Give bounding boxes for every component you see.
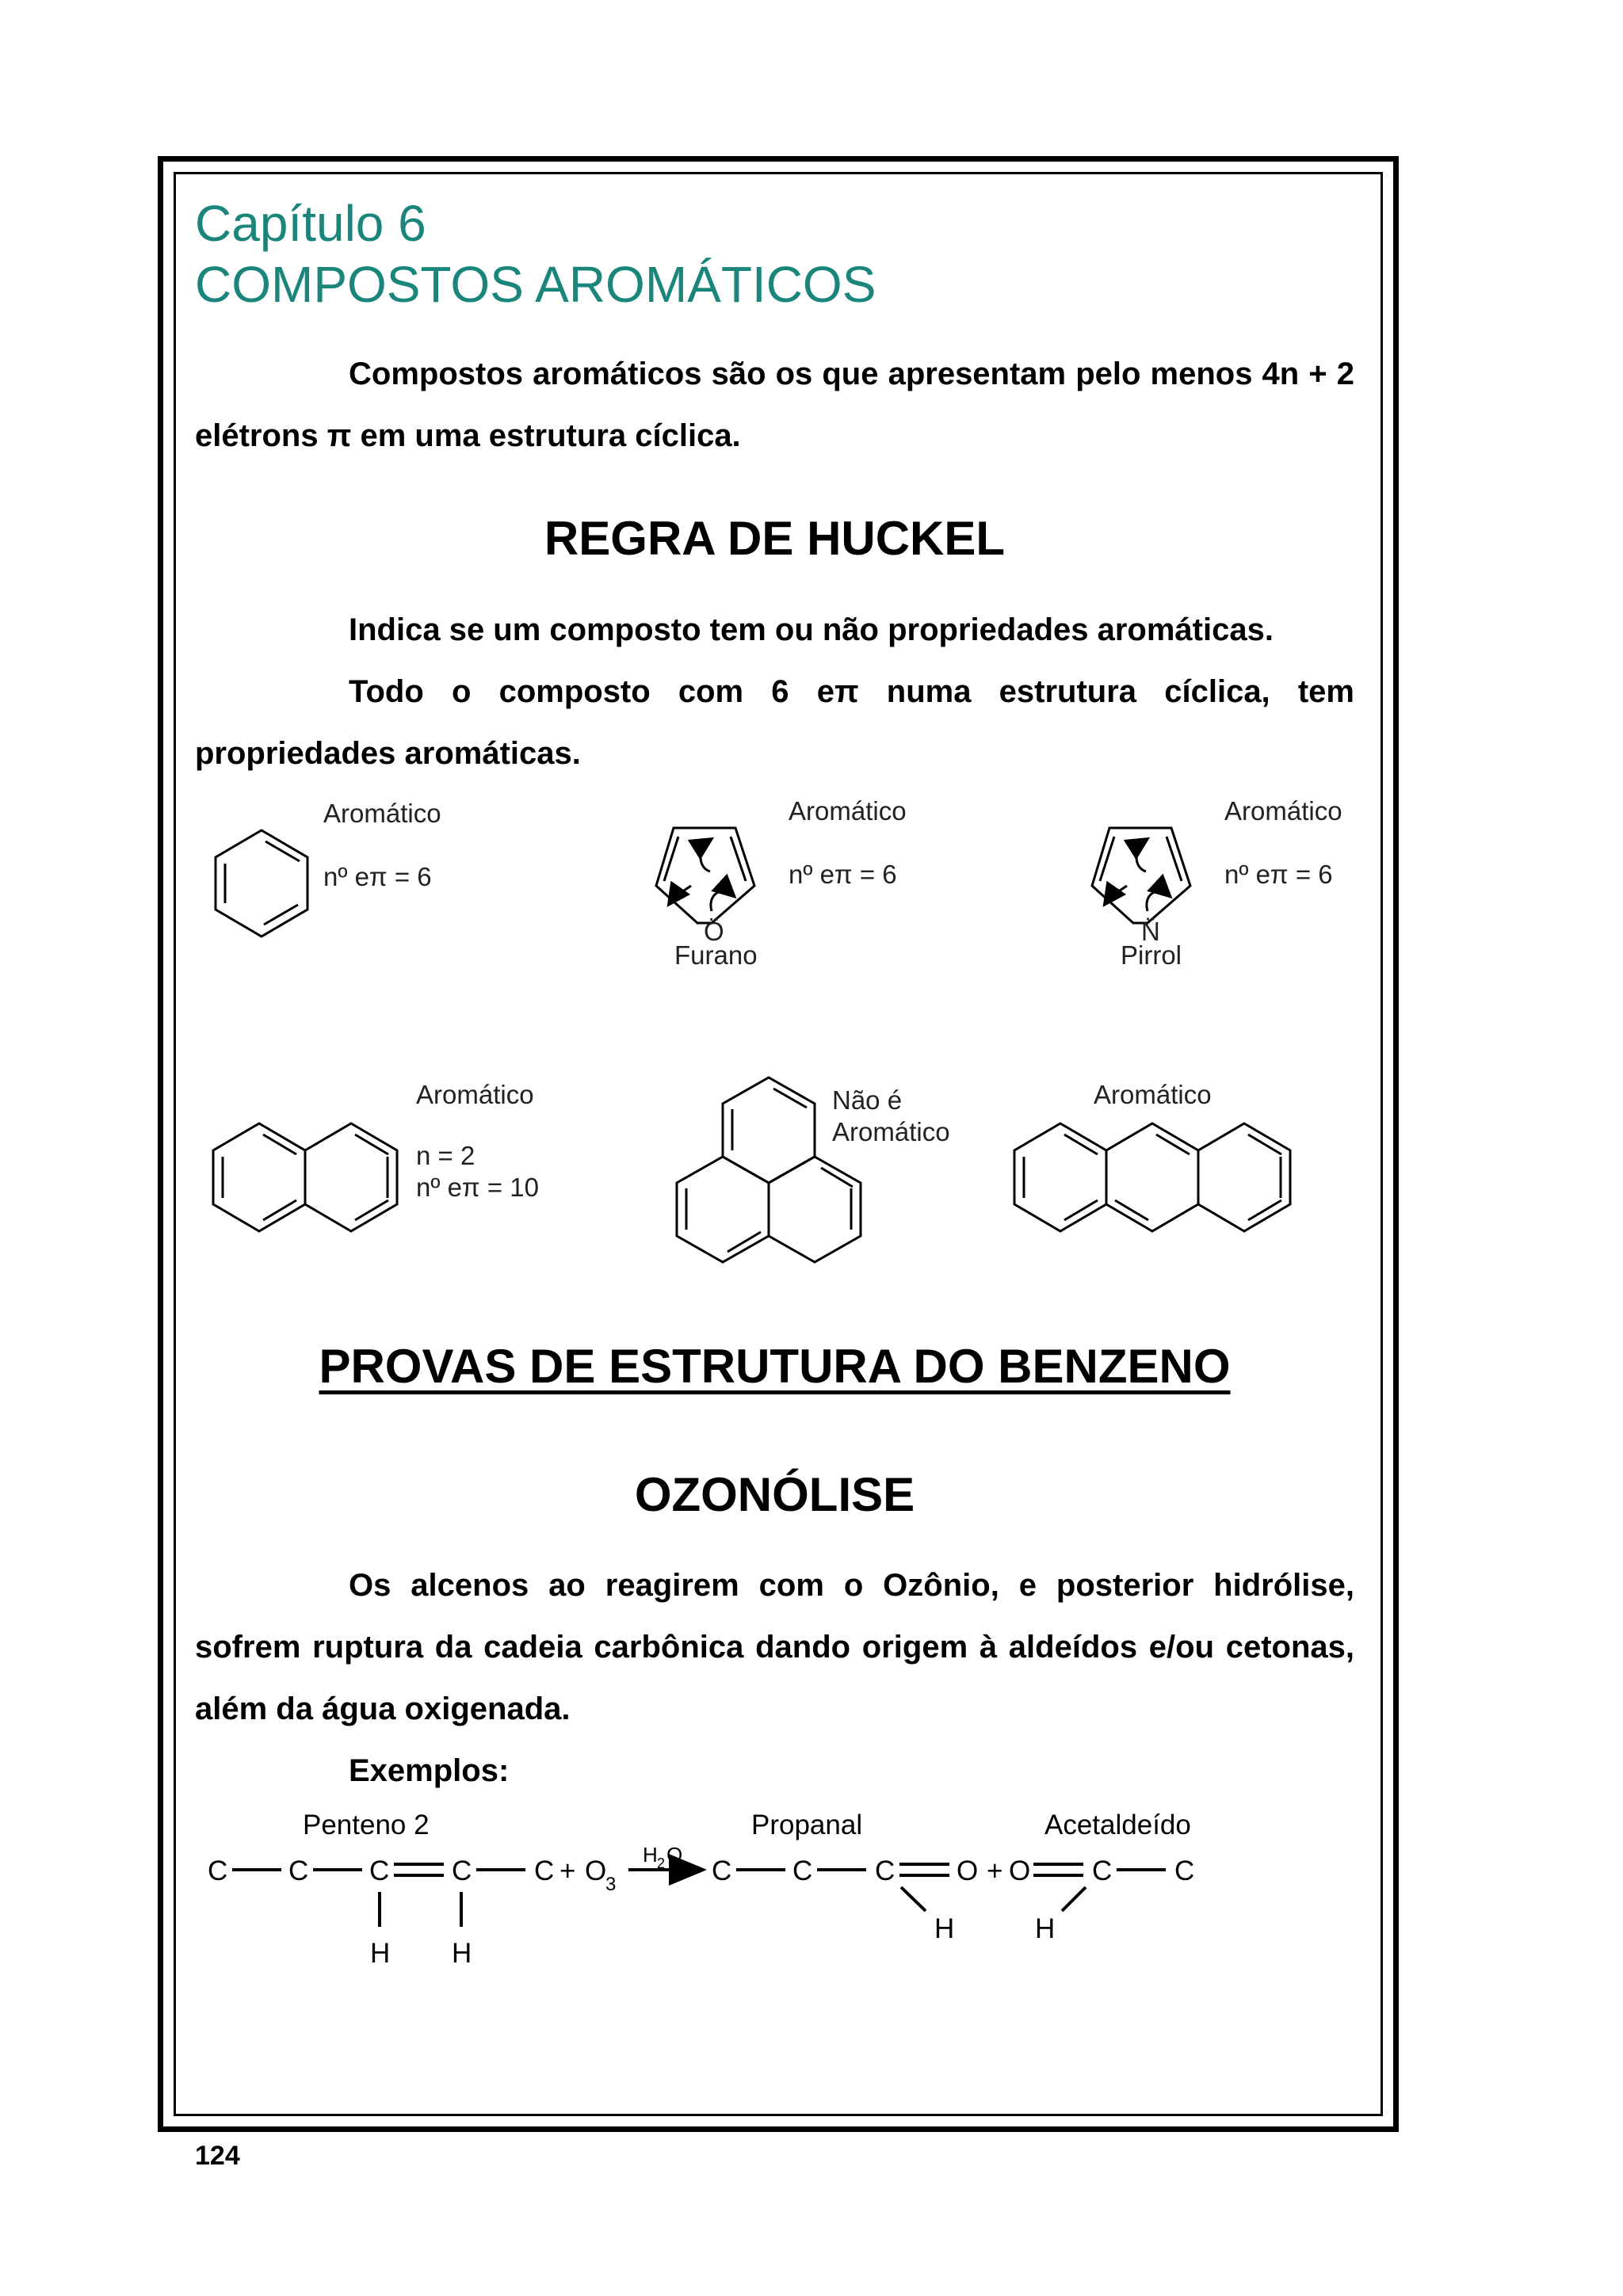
product1-name: Propanal (751, 1810, 863, 1840)
product1-h: H (934, 1913, 955, 1944)
reactant-h1: H (370, 1938, 391, 1969)
benzene-electrons: nº eπ = 6 (323, 862, 432, 891)
naphthalene-rings: n = 2 (416, 1141, 475, 1170)
huckel-text-1: Indica se um composto tem ou não propriedades aromáticas. (349, 612, 1274, 647)
product2-h: H (1035, 1913, 1056, 1944)
phenalene-tag-line1: Não é (832, 1085, 903, 1115)
ozonolise-heading: OZONÓLISE (634, 1468, 915, 1521)
reactant-h2: H (452, 1938, 472, 1969)
pyrrole-nitrogen: N̈ (1141, 917, 1160, 946)
product1-o: O (957, 1855, 979, 1886)
examples-label: Exemplos: (349, 1753, 510, 1788)
page-number: 124 (195, 2141, 240, 2171)
huckel-heading: REGRA DE HUCKEL (544, 512, 1006, 565)
furan-name: Furano (674, 940, 758, 970)
reactant-name: Penteno 2 (303, 1810, 430, 1840)
intro-text: Compostos aromáticos são os que apresentam pelo menos 4n + 2 elétrons π em uma estrutura cíclica. (195, 357, 1354, 453)
naphthalene-tag: Aromático (416, 1080, 534, 1109)
reactant-c3: C (369, 1855, 390, 1886)
reactant-c2: C (288, 1855, 309, 1886)
phenalene-tag-line2: Aromático (832, 1117, 950, 1146)
anthracene-tag: Aromático (1094, 1080, 1212, 1109)
product2-c1: C (1092, 1855, 1113, 1886)
benzene-tag: Aromático (323, 799, 441, 828)
water-o: O (666, 1843, 683, 1867)
plus-1: + (559, 1855, 576, 1886)
pyrrole-tag: Aromático (1224, 796, 1342, 826)
reactant-c5: C (534, 1855, 555, 1886)
reactant-c1: C (208, 1855, 228, 1886)
reactant-c4: C (452, 1855, 472, 1886)
ozone-o: O (585, 1855, 607, 1886)
furan-oxygen: Ö (704, 917, 724, 946)
provas-heading-text: PROVAS DE ESTRUTURA DO BENZENO (319, 1340, 1231, 1393)
product1-c3: C (875, 1855, 896, 1886)
pyrrole-electrons: nº eπ = 6 (1224, 860, 1333, 889)
product2-o: O (1009, 1855, 1031, 1886)
chapter-title: COMPOSTOS AROMÁTICOS (195, 256, 876, 313)
ozone-subscript: 3 (605, 1874, 617, 1895)
chapter-number: Capítulo 6 (195, 195, 426, 252)
product1-c2: C (792, 1855, 813, 1886)
product2-c2: C (1174, 1855, 1195, 1886)
pyrrole-name: Pirrol (1121, 940, 1182, 970)
huckel-text-2: Todo o composto com 6 eπ numa estrutura cíclica, tem propriedades aromáticas. (195, 674, 1354, 771)
furan-tag: Aromático (789, 796, 907, 826)
plus-2: + (987, 1855, 1003, 1886)
furan-electrons: nº eπ = 6 (789, 860, 897, 889)
product2-name: Acetaldeído (1044, 1810, 1191, 1840)
water-subscript: 2 (657, 1855, 666, 1871)
ozonolise-text: Os alcenos ao reagirem com o Ozônio, e posterior hidrólise, sofrem ruptura da cadeia carbônica dando origem à aldeídos e/ou cetonas, além da água oxigenada. (195, 1568, 1354, 1726)
product1-c1: C (712, 1855, 732, 1886)
naphthalene-electrons: nº eπ = 10 (416, 1173, 540, 1202)
water-h: H (643, 1843, 658, 1867)
